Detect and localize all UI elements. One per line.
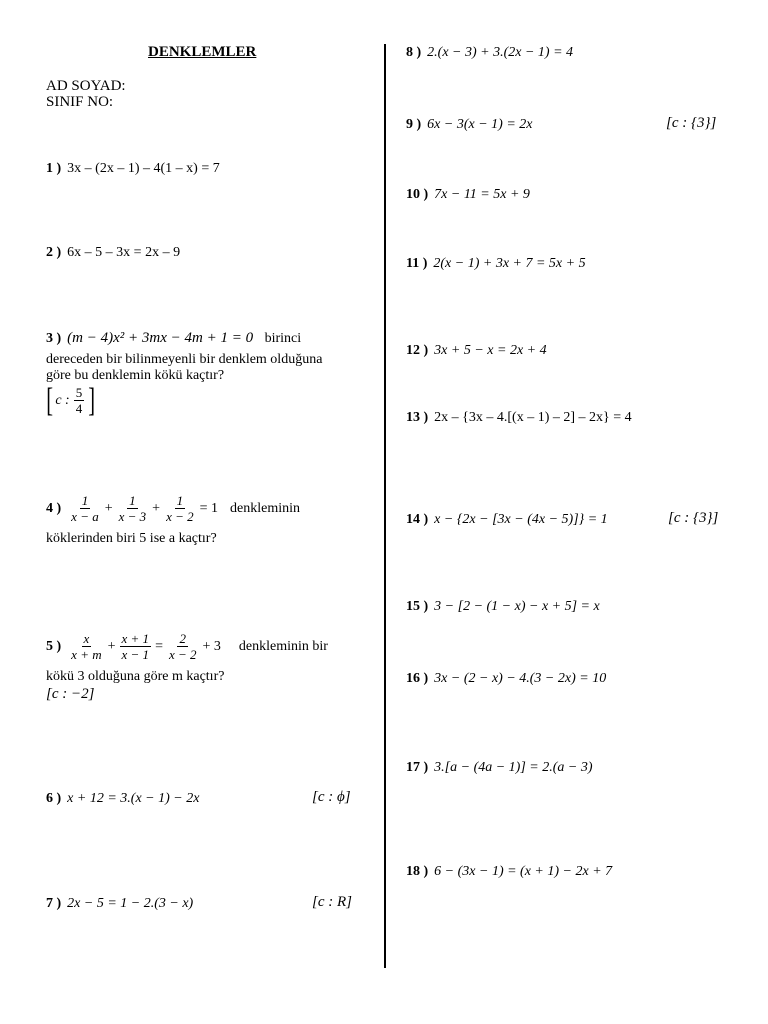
fraction-1 — [69, 493, 101, 524]
equation: 2x − 5 = 1 − 2.(3 − x) — [67, 896, 194, 911]
question-5-text-line-2: kökü 3 olduğuna göre m kaçtır? — [46, 669, 225, 684]
question-16 — [406, 671, 606, 687]
fraction-1 — [69, 631, 103, 662]
question-9 — [406, 117, 532, 133]
question-number: 12 ) — [406, 343, 429, 358]
fraction-denominator: x − 1 — [121, 647, 150, 662]
fraction-numerator: 1 — [129, 493, 136, 508]
question-number: 7 ) — [46, 896, 62, 911]
question-number: 3 ) — [46, 331, 62, 346]
fraction-numerator: x — [83, 631, 90, 646]
fraction-numerator: 1 — [81, 493, 89, 508]
class-label: SINIF NO: — [46, 94, 114, 110]
equation-rhs: + 3 — [202, 638, 221, 654]
fraction-denominator: x − 2 — [168, 647, 197, 662]
question-number: 13 ) — [406, 410, 429, 425]
fraction-denominator: 4 — [75, 401, 83, 416]
equation: 3x − (2 − x) − 4.(3 − 2x) = 10 — [434, 671, 607, 686]
equation: x + 12 = 3.(x − 1) − 2x — [67, 791, 200, 806]
question-number: 4 ) — [46, 500, 62, 516]
question-10 — [406, 187, 530, 203]
question-3-text-line-2: dereceden bir bilinmeyenli bir denklem olduğuna — [46, 352, 323, 367]
fraction-numerator: 5 — [75, 385, 83, 400]
question-4: 4 ) $\frac{1}{x - a}$ + $\frac{1}{x - 3}$ + $\frac{1}{x - 2}$ = 1 denkleminin — [46, 493, 301, 524]
question-number: 2 ) — [46, 245, 62, 260]
equation: 2.(x − 3) + 3.(2x − 1) = 4 — [427, 45, 574, 60]
answer-prefix: c : — [55, 392, 70, 408]
question-number: 16 ) — [406, 671, 429, 686]
question-number: 10 ) — [406, 187, 429, 202]
column-divider — [384, 44, 386, 968]
fraction-numerator: 2 — [179, 631, 186, 646]
equation: 2x – {3x – 4.[(x – 1) – 2] – 2x} = 4 — [434, 410, 632, 425]
equation-rhs: = 1 — [199, 500, 219, 516]
equation: 6x − 3(x − 1) = 2x — [427, 117, 533, 132]
question-2 — [46, 245, 180, 261]
answer-fraction — [74, 385, 85, 416]
question-5-answer: [c : −2] — [46, 686, 95, 702]
question-number: 11 ) — [406, 256, 428, 271]
equation: 6 − (3x − 1) = (x + 1) − 2x + 7 — [434, 864, 613, 879]
fraction-numerator: x + 1 — [121, 631, 150, 646]
question-number: 18 ) — [406, 864, 429, 879]
question-18 — [406, 864, 612, 880]
question-6-answer: [c : ϕ] — [312, 789, 351, 805]
fraction-numerator: 1 — [176, 493, 184, 508]
question-number: 1 ) — [46, 161, 62, 176]
question-number: 14 ) — [406, 512, 429, 527]
fraction-3 — [167, 631, 199, 662]
question-number: 5 ) — [46, 638, 62, 654]
question-14-answer: [c : {3}] — [668, 510, 719, 526]
fraction-3 — [164, 493, 196, 524]
question-17 — [406, 760, 593, 776]
question-15 — [406, 599, 600, 615]
question-5: 5 ) $\frac{x}{x + m}$ + $\frac{x + 1}{x - 1}$ = $\frac{2}{x - 2}$ + 3 denkleminin bir — [46, 631, 328, 662]
question-7 — [46, 896, 193, 912]
equation: (m − 4)x² + 3mx − 4m + 1 = 0 — [67, 330, 254, 346]
page-title: DENKLEMLER — [148, 44, 257, 60]
name-label: AD SOYAD: — [46, 78, 126, 94]
question-1 — [46, 161, 220, 177]
question-number: 6 ) — [46, 791, 62, 806]
question-text: denkleminin bir — [238, 638, 328, 654]
fraction-denominator: x + m — [71, 647, 102, 662]
equation: 3x + 5 − x = 2x + 4 — [434, 343, 547, 358]
equation: 3 − [2 − (1 − x) − x + 5] = x — [434, 599, 600, 614]
question-7-answer: [c : R] — [312, 894, 352, 910]
question-number: 9 ) — [406, 117, 422, 132]
question-4-text-line-2: köklerinden biri 5 ise a kaçtır? — [46, 531, 217, 546]
equation: 3x – (2x – 1) – 4(1 – x) = 7 — [67, 161, 220, 176]
question-12 — [406, 343, 547, 359]
fraction-denominator: x − 3 — [118, 509, 147, 524]
question-13 — [406, 410, 632, 426]
question-9-answer: [c : {3}] — [666, 115, 717, 131]
equation: 3.[a − (4a − 1)] = 2.(a − 3) — [434, 760, 593, 775]
question-number: 15 ) — [406, 599, 429, 614]
question-8 — [406, 45, 573, 61]
fraction-2 — [120, 631, 152, 662]
question-number: 17 ) — [406, 760, 429, 775]
question-text: birinci — [264, 331, 302, 346]
fraction-denominator: x − 2 — [166, 509, 194, 524]
question-text: denkleminin — [230, 500, 301, 516]
equation: 7x − 11 = 5x + 9 — [434, 187, 530, 202]
equation: 6x – 5 – 3x = 2x – 9 — [67, 245, 181, 260]
question-3-text-line-3: göre bu denklemin kökü kaçtır? — [46, 368, 225, 383]
equation: x − {2x − [3x − (4x − 5)]} = 1 — [434, 512, 608, 527]
question-3-answer — [44, 381, 98, 419]
fraction-2 — [117, 493, 149, 524]
question-14 — [406, 512, 608, 528]
question-11 — [406, 256, 586, 272]
question-3 — [46, 330, 301, 347]
left-bracket: [ — [46, 381, 54, 419]
equation: 2(x − 1) + 3x + 7 = 5x + 5 — [433, 256, 586, 271]
fraction-denominator: x − a — [71, 509, 99, 524]
right-bracket: ] — [88, 381, 96, 419]
question-6 — [46, 791, 199, 807]
question-number: 8 ) — [406, 45, 422, 60]
